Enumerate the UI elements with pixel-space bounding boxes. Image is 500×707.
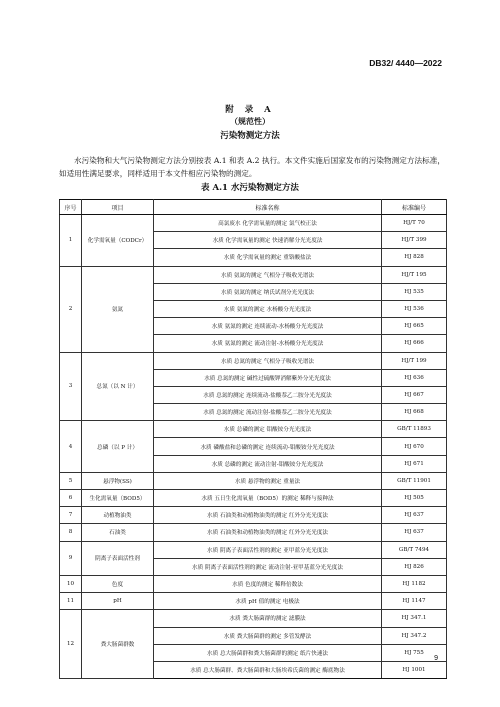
document-code: DB32/ 4440—2022 [369,58,442,68]
cell-item: 总磷（以 P 计） [82,421,154,473]
cell-code: HJ 665 [382,318,447,335]
cell-method: 水质 化学需氧量的测定 重铬酸盐法 [154,249,382,266]
header-code: 标准编号 [382,200,447,215]
cell-code: HJ 536 [382,300,447,317]
table-row [60,524,447,541]
cell-method: 水质 石油类和动植物油类的测定 红外分光光度法 [154,507,382,524]
table-row [60,490,447,507]
cell-code: HJ 636 [382,369,447,386]
table-row [60,575,447,592]
cell-no: 4 [60,421,82,473]
cell-code: HJ 637 [382,524,447,541]
cell-method: 水质 总磷的测定 流动注射-钼酸铵分光光度法 [154,455,382,472]
cell-no: 7 [60,507,82,524]
cell-no: 9 [60,541,82,575]
table-body [60,215,447,679]
cell-item: 色度 [82,575,154,592]
cell-method: 水质 氨氮的测定 水杨酸分光光度法 [154,300,382,317]
cell-method: 水质 化学需氧量的测定 快速消解分光光度法 [154,232,382,249]
cell-no: 12 [60,610,82,679]
cell-code: GB/T 7494 [382,541,447,558]
cell-no: 8 [60,524,82,541]
cell-code: HJ 826 [382,558,447,575]
cell-code: HJ/T 195 [382,266,447,283]
cell-code: HJ/T 199 [382,352,447,369]
cell-item: 动植物油类 [82,507,154,524]
cell-method: 水质 悬浮物的测定 重量法 [154,472,382,489]
cell-code: HJ 671 [382,455,447,472]
page-number: 9 [434,655,438,662]
table-title: 表 A.1 水污染物测定方法 [201,183,299,193]
cell-item: 石油类 [82,524,154,541]
cell-code: HJ 1182 [382,575,447,592]
cell-item: 氨氮 [82,266,154,352]
appendix-subtitle: 污染物测定方法 [220,131,280,141]
table-row [60,352,447,369]
cell-method: 水质 pH 值的测定 电极法 [154,593,382,610]
cell-method: 水质 粪大肠菌群的测定 滤膜法 [154,610,382,627]
table-row [60,215,447,232]
cell-code: HJ 347.1 [382,610,447,627]
cell-code: HJ/T 70 [382,215,447,232]
table-row [60,472,447,489]
cell-method: 水质 五日生化需氧量（BOD5）的测定 稀释与接种法 [154,490,382,507]
cell-code: HJ/T 399 [382,232,447,249]
cell-code: GB/T 11893 [382,421,447,438]
cell-method: 水质 总氮的测定 气相分子吸收光谱法 [154,352,382,369]
header-no: 序号 [60,200,82,215]
cell-item: 阴离子表面活性剂 [82,541,154,575]
cell-item: 粪大肠菌群数 [82,610,154,679]
cell-method: 水质 石油类和动植物油类的测定 红外分光光度法 [154,524,382,541]
cell-no: 10 [60,575,82,592]
cell-method: 水质 色度的测定 稀释倍数法 [154,575,382,592]
cell-method: 水质 阴离子表面活性剂的测定 亚甲蓝分光光度法 [154,541,382,558]
table-header-row [60,200,447,215]
cell-method: 水质 氨氮的测定 流动注射-水杨酸分光光度法 [154,335,382,352]
cell-code: HJ 505 [382,490,447,507]
cell-code: HJ 535 [382,283,447,300]
cell-method: 水质 总大肠菌群和粪大肠菌群的测定 纸片快速法 [154,644,382,661]
cell-item: 悬浮物(SS) [82,472,154,489]
header-item: 项目 [82,200,154,215]
cell-code: HJ 828 [382,249,447,266]
cell-no: 6 [60,490,82,507]
cell-code: GB/T 11901 [382,472,447,489]
cell-code: HJ 1001 [382,661,447,678]
cell-method: 水质 磷酸盐和总磷的测定 连续流动-钼酸铵分光光度法 [154,438,382,455]
cell-method: 水质 总氮的测定 碱性过硫酸钾消解紫外分光光度法 [154,369,382,386]
cell-item: 化学需氧量（CODCr） [82,215,154,267]
cell-method: 水质 总氮的测定 连续流动-盐酸萘乙二胺分光光度法 [154,386,382,403]
cell-no: 3 [60,352,82,421]
cell-method: 水质 氨氮的测定 连续流动-水杨酸分光光度法 [154,318,382,335]
cell-method: 水质 阴离子表面活性剂的测定 流动注射-亚甲基蓝分光光度法 [154,558,382,575]
cell-no: 11 [60,593,82,610]
table-row [60,266,447,283]
cell-no: 1 [60,215,82,267]
cell-method: 水质 氨氮的测定 气相分子吸收光谱法 [154,266,382,283]
cell-item: 总氮（以 N 计） [82,352,154,421]
cell-method: 高氯废水 化学需氧量的测定 氯气校正法 [154,215,382,232]
cell-method: 水质 氨氮的测定 纳氏试剂分光光度法 [154,283,382,300]
cell-no: 5 [60,472,82,489]
cell-method: 水质 粪大肠菌群的测定 多管发酵法 [154,627,382,644]
cell-code: HJ 347.2 [382,627,447,644]
appendix-title: 附 录 A [225,105,275,115]
cell-method: 水质 总氮的测定 流动注射-盐酸萘乙二胺分光光度法 [154,404,382,421]
cell-code: HJ 667 [382,386,447,403]
table-row [60,610,447,627]
table-row [60,421,447,438]
cell-method: 水质 总磷的测定 钼酸铵分光光度法 [154,421,382,438]
cell-code: HJ 755 [382,644,447,661]
cell-code: HJ 668 [382,404,447,421]
cell-item: 生化需氧量（BOD5） [82,490,154,507]
header-method: 标准名称 [154,200,382,215]
appendix-nature: （规范性） [230,116,270,126]
table-row [60,507,447,524]
cell-method: 水质 总大肠菌群、粪大肠菌群和大肠埃希氏菌的测定 酶底物法 [154,661,382,678]
table-row [60,541,447,558]
cell-code: HJ 670 [382,438,447,455]
cell-code: HJ 666 [382,335,447,352]
cell-no: 2 [60,266,82,352]
cell-item: pH [82,593,154,610]
table-row [60,593,447,610]
methods-table [59,199,447,679]
cell-code: HJ 1147 [382,593,447,610]
cell-code: HJ 637 [382,507,447,524]
intro-paragraph: 水污染物和大气污染物测定方法分别按表 A.1 和表 A.2 执行。本文件实施后国家发布的污染物测定方法标准，如适用性满足要求，同样适用于本文件相应污染物的测定。 [59,155,445,178]
